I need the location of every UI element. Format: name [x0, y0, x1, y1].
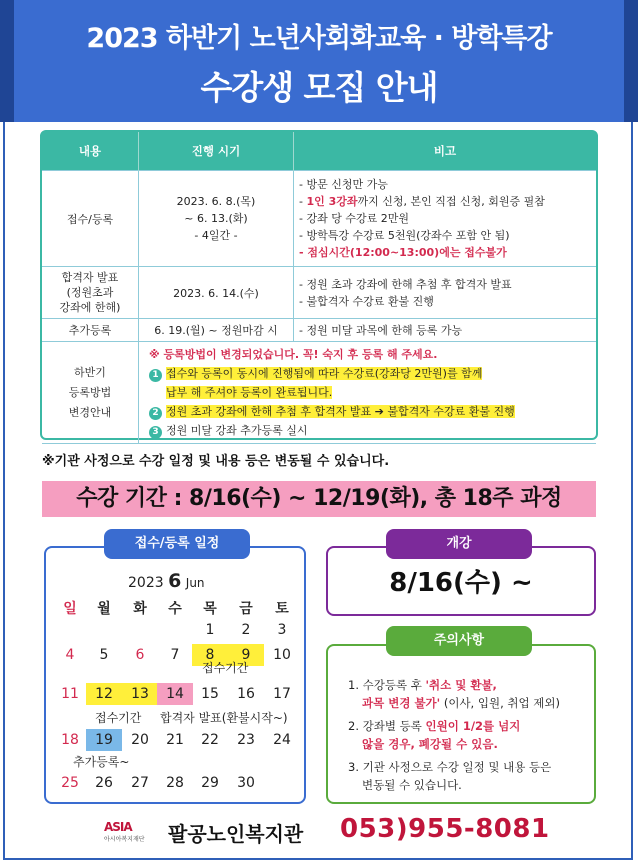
- registration-change-notes: [139, 342, 597, 444]
- calendar-day: 12: [95, 686, 113, 702]
- caution-highlight: 인원이 1/2를 넘지: [425, 719, 521, 733]
- calendar-tab: 접수/등록 일정: [104, 529, 250, 559]
- note-highlight: 1인 3강좌: [306, 195, 358, 208]
- weekday-label: 화: [133, 601, 147, 617]
- calendar-day: 8: [205, 647, 215, 663]
- calendar-day: 13: [131, 686, 149, 702]
- note-prefix: -: [299, 195, 307, 208]
- calendar-day: 15: [201, 686, 219, 702]
- row-notes: [294, 267, 597, 319]
- change-item-text: 납부 해 주셔야 등록이 완료됩니다.: [166, 386, 333, 399]
- change-item-3: [149, 421, 591, 440]
- calendar-day: 27: [131, 775, 149, 791]
- calendar-day: 30: [237, 775, 255, 791]
- header-title-line1: 2023 하반기 노년사회화교육 · 방학특강: [86, 23, 552, 54]
- calendar-day: 5: [99, 647, 109, 663]
- note-suffix: 까지 신청, 본인 직접 신청, 회원증 필참: [357, 195, 545, 208]
- table-row: [42, 342, 596, 444]
- row-notes: - 정원 미달 과목에 한해 등록 가능: [294, 319, 597, 342]
- calendar-day: 19: [95, 732, 113, 748]
- change-item-1: [149, 364, 591, 383]
- calendar-day: 22: [201, 732, 219, 748]
- logo-subtext: 아시아복지재단: [104, 836, 145, 843]
- change-item-text: 접수와 등록이 동시에 진행됨에 따라 수강료(강좌당 2만원)를 함께: [166, 367, 483, 380]
- number-badge: 3: [149, 426, 162, 439]
- caution-highlight: 않을 경우, 폐강될 수 있음.: [362, 737, 498, 751]
- period-line: 2023. 6. 8.(목): [176, 195, 256, 208]
- period-line: ~ 6. 13.(화): [184, 212, 248, 225]
- calendar-day: 23: [237, 732, 255, 748]
- change-alert: ※ 등록방법이 변경되었습니다. 꼭! 숙지 후 등록 해 주세요.: [149, 348, 438, 361]
- calendar-day: 17: [273, 686, 291, 702]
- calendar-month-en: Jun: [185, 576, 205, 590]
- label-line: (정원초과: [66, 286, 114, 299]
- phone-number: 053)955-8081: [340, 814, 550, 844]
- calendar-day: 1: [205, 622, 215, 638]
- note-line: - 방학특강 수강료 5천원(강좌수 포함 안 됨): [299, 229, 510, 242]
- table-row: [42, 319, 596, 342]
- note-line: - 불합격자 수강료 환불 진행: [299, 294, 434, 308]
- period-line: - 4일간 -: [194, 229, 238, 242]
- foundation-logo: [104, 820, 145, 843]
- weekday-label: 토: [275, 601, 289, 617]
- calendar-day: 14: [166, 686, 184, 702]
- change-item-2: [149, 402, 591, 421]
- row-label: 접수/등록: [42, 171, 139, 267]
- row-label: [42, 267, 139, 319]
- note-line: [299, 193, 591, 210]
- row-period: [139, 171, 294, 267]
- calendar-day: 4: [65, 647, 75, 663]
- calendar-day: 28: [166, 775, 184, 791]
- label-line: 변경안내: [68, 405, 112, 419]
- caution-text: 2. 강좌별 등록: [348, 719, 426, 733]
- calendar-day: 16: [237, 686, 255, 702]
- label-line: 강좌에 한해): [59, 301, 121, 314]
- calendar-note-result: 합격자 발표(환불시작~): [160, 711, 288, 725]
- calendar-day: 3: [277, 622, 287, 638]
- change-item-1-cont: [149, 383, 591, 402]
- logo-mark: ASIA: [104, 820, 132, 834]
- caution-text: 변동될 수 있습니다.: [362, 778, 462, 792]
- weekday-label: 목: [203, 601, 217, 617]
- label-line: 합격자 발표: [61, 271, 119, 284]
- opening-tab: 개강: [386, 529, 532, 559]
- caution-tab: 주의사항: [386, 626, 532, 656]
- row-period: 6. 19.(월) ~ 정원마감 시: [139, 319, 294, 342]
- change-item-text: 정원 미달 강좌 추가등록 실시: [166, 424, 308, 437]
- label-line: 하반기: [74, 365, 106, 379]
- row-label: [42, 342, 139, 444]
- calendar-month: 6: [168, 570, 182, 592]
- table-header-row: [42, 132, 596, 171]
- header-title-line2: 수강생 모집 안내: [200, 68, 438, 107]
- header-banner: [0, 0, 638, 122]
- note-line: - 정원 초과 강좌에 한해 추첨 후 합격자 발표: [299, 277, 512, 291]
- caution-text: 1. 수강등록 후: [348, 678, 426, 692]
- calendar-day: 6: [135, 647, 145, 663]
- column-header: 비고: [294, 132, 597, 171]
- calendar-note-reg: 접수기간: [202, 661, 249, 675]
- change-item-text: 정원 초과 강좌에 한해 추첨 후 합격자 발표 ➔ 불합격자 수강료 환불 진행: [166, 405, 515, 418]
- calendar-day: 21: [166, 732, 184, 748]
- column-header: 진행 시기: [139, 132, 294, 171]
- course-period-banner: 수강 기간 : 8/16(수) ~ 12/19(화), 총 18주 과정: [42, 481, 596, 517]
- note-line-warning: - 점심시간(12:00~13:00)에는 접수불가: [299, 246, 507, 259]
- calendar-day: 9: [241, 647, 251, 663]
- calendar-day: 2: [241, 622, 251, 638]
- weekday-label: 수: [168, 601, 182, 617]
- caution-highlight: '취소 및 환불,: [425, 678, 497, 692]
- calendar-day: 11: [61, 686, 79, 702]
- calendar-heading: [128, 570, 205, 592]
- table-row: [42, 267, 596, 319]
- calendar-day: 26: [95, 775, 113, 791]
- column-header: 내용: [42, 132, 139, 171]
- number-badge: 2: [149, 407, 162, 420]
- caution-item: [348, 717, 580, 753]
- label-line: 등록방법: [68, 385, 112, 399]
- calendar-note-add: 추가등록~: [73, 755, 130, 769]
- calendar-day: 20: [131, 732, 149, 748]
- row-notes: [294, 171, 597, 267]
- row-label: 추가등록: [42, 319, 139, 342]
- caution-text: 3. 기관 사정으로 수강 일정 및 내용 등은: [348, 760, 552, 774]
- organization-name: 팔공노인복지관: [168, 822, 304, 846]
- row-period: 2023. 6. 14.(수): [139, 267, 294, 319]
- table-row: [42, 171, 596, 267]
- weekday-label: 일: [63, 601, 77, 617]
- calendar-day: 18: [61, 732, 79, 748]
- caution-highlight: 과목 변경 불가': [362, 696, 441, 710]
- caution-item: [348, 758, 580, 794]
- note-line: - 강좌 당 수강료 2만원: [299, 212, 409, 225]
- change-notice: ※기관 사정으로 수강 일정 및 내용 등은 변동될 수 있습니다.: [42, 454, 390, 469]
- caution-text: (이사, 입원, 취업 제외): [440, 696, 560, 710]
- caution-item: [348, 676, 580, 712]
- calendar-day: 24: [273, 732, 291, 748]
- calendar-day: 25: [61, 775, 79, 791]
- number-badge: 1: [149, 369, 162, 382]
- calendar-note-reg: 접수기간: [95, 711, 142, 725]
- opening-box: 8/16(수) ~: [326, 546, 596, 616]
- note-line: - 방문 신청만 가능: [299, 178, 388, 191]
- calendar-day: 10: [273, 647, 291, 663]
- weekday-label: 금: [239, 601, 253, 617]
- calendar-year: 2023: [128, 575, 164, 591]
- weekday-label: 월: [97, 601, 111, 617]
- caution-box: [326, 644, 596, 804]
- schedule-table: [42, 132, 596, 444]
- calendar-day: 29: [201, 775, 219, 791]
- calendar-day: 7: [170, 647, 180, 663]
